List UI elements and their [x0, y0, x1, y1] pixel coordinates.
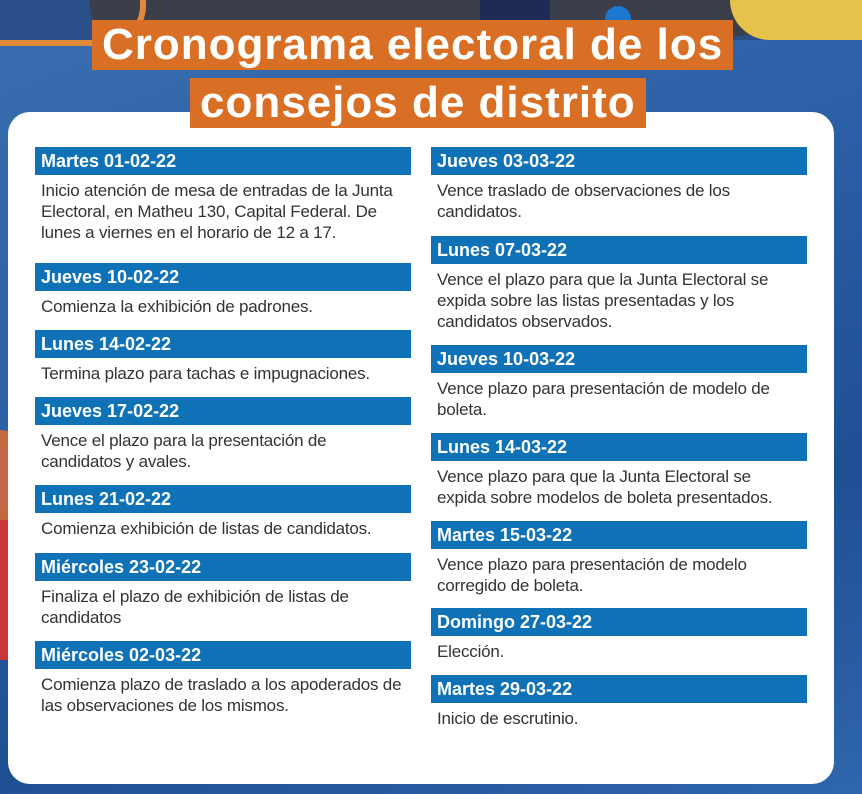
entry-date: Miércoles 23-02-22	[35, 553, 411, 581]
entry-description: Vence plazo para presentación de modelo de boleta.	[437, 379, 770, 419]
entry-description: Termina plazo para tachas e impugnaciones.	[41, 364, 370, 383]
entry-description: Finaliza el plazo de exhibición de listas de candidatos	[41, 587, 349, 627]
schedule-right-entry	[431, 236, 807, 332]
background-yellow-shape	[730, 0, 862, 40]
entry-description: Comienza plazo de traslado a los apoderados de las observaciones de los mismos.	[41, 675, 402, 715]
schedule-left-entry	[35, 641, 411, 716]
entry-date: Lunes 07-03-22	[431, 236, 807, 264]
entry-description: Vence traslado de observaciones de los candidatos.	[437, 181, 730, 221]
entry-date: Jueves 03-03-22	[431, 147, 807, 175]
schedule-right-entry	[431, 147, 807, 222]
entry-date: Domingo 27-03-22	[431, 608, 807, 636]
schedule-left-entry	[35, 330, 411, 384]
entry-date: Lunes 14-03-22	[431, 433, 807, 461]
schedule-right-entry	[431, 608, 807, 662]
schedule-right-entry	[431, 521, 807, 596]
page-title-line-2: consejos de distrito	[190, 78, 646, 128]
schedule-right-entry	[431, 345, 807, 420]
schedule-left-entry	[35, 485, 411, 539]
schedule-left-entry	[35, 147, 411, 243]
entry-date: Jueves 17-02-22	[35, 397, 411, 425]
entry-date: Jueves 10-02-22	[35, 263, 411, 291]
schedule-right-entry	[431, 433, 807, 508]
schedule-column-right	[431, 147, 807, 729]
schedule-left-entry	[35, 263, 411, 317]
entry-date: Jueves 10-03-22	[431, 345, 807, 373]
entry-date: Martes 15-03-22	[431, 521, 807, 549]
entry-date: Lunes 14-02-22	[35, 330, 411, 358]
entry-description: Comienza la exhibición de padrones.	[41, 297, 313, 316]
entry-date: Miércoles 02-03-22	[35, 641, 411, 669]
entry-description: Vence plazo para presentación de modelo corregido de boleta.	[437, 555, 747, 595]
schedule-right-entry	[431, 675, 807, 729]
entry-description: Inicio de escrutinio.	[437, 709, 579, 728]
schedule-left-entry	[35, 397, 411, 472]
entry-description: Vence el plazo para que la Junta Electoral se expida sobre las listas presentadas y los candidatos observados.	[437, 270, 769, 331]
entry-description: Vence plazo para que la Junta Electoral se expida sobre modelos de boleta presentados.	[437, 467, 773, 507]
schedule-left-entry	[35, 553, 411, 628]
entry-description: Inicio atención de mesa de entradas de la Junta Electoral, en Matheu 130, Capital Federal. De lunes a viernes en el horario de 12 a 17.	[41, 181, 393, 242]
page-title-line-1: Cronograma electoral de los	[92, 20, 733, 70]
entry-date: Lunes 21-02-22	[35, 485, 411, 513]
schedule-column-left	[35, 147, 411, 716]
entry-description: Comienza exhibición de listas de candidatos.	[41, 519, 372, 538]
entry-description: Vence el plazo para la presentación de candidatos y avales.	[41, 431, 327, 471]
entry-date: Martes 01-02-22	[35, 147, 411, 175]
entry-date: Martes 29-03-22	[431, 675, 807, 703]
entry-description: Elección.	[437, 642, 505, 661]
